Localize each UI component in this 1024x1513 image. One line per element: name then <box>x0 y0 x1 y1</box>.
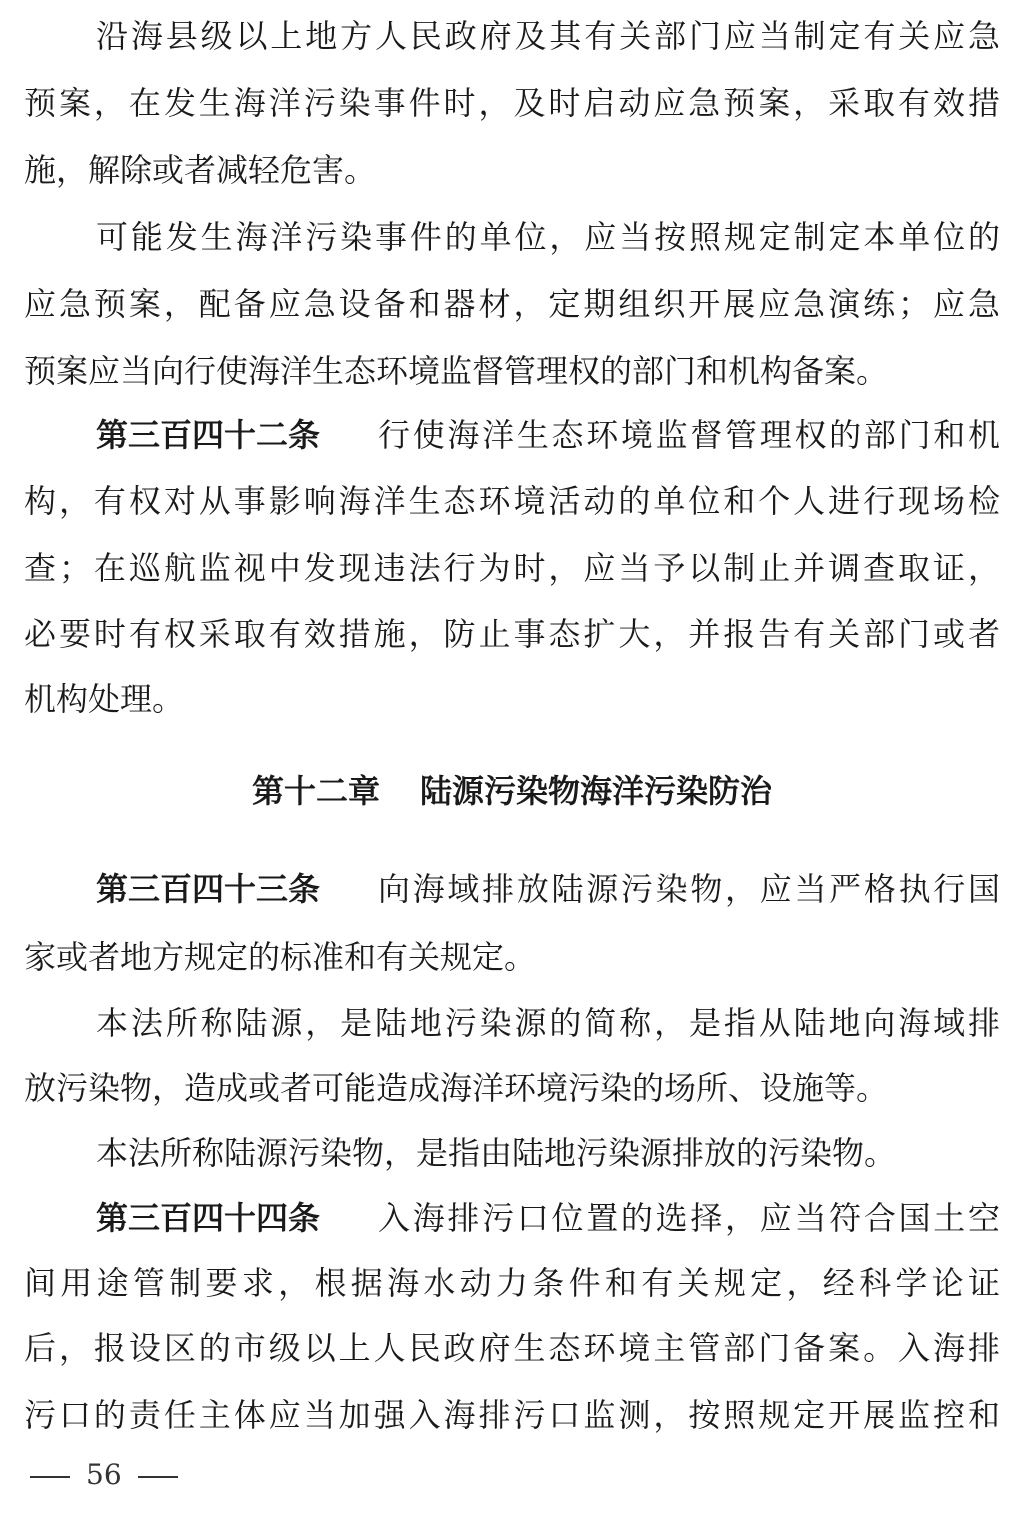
page-footer <box>30 1455 178 1495</box>
paragraph-line: 向海域排放陆源污染物，应当严格执行国 <box>378 870 1000 908</box>
paragraph-line: 可能发生海洋污染事件的单位，应当按照规定制定本单位的 <box>96 218 1000 256</box>
paragraph-line: 应急预案，配备应急设备和器材，定期组织开展应急演练；应急 <box>24 285 1000 323</box>
paragraph-line: 施，解除或者减轻危害。 <box>24 151 377 189</box>
chapter-title: 陆源污染物海洋污染防治 <box>420 772 773 810</box>
article-number: 第三百四十二条 <box>96 416 321 454</box>
paragraph-line: 查；在巡航监视中发现违法行为时，应当予以制止并调查取证， <box>24 549 1000 587</box>
footer-dash-left <box>30 1476 70 1478</box>
paragraph-line: 预案，在发生海洋污染事件时，及时启动应急预案，采取有效措 <box>24 84 1000 122</box>
chapter-heading <box>0 766 1024 816</box>
paragraph-line: 行使海洋生态环境监督管理权的部门和机 <box>378 416 1000 454</box>
paragraph-line: 后，报设区的市级以上人民政府生态环境主管部门备案。入海排 <box>24 1329 1000 1367</box>
article-342-first-line <box>96 410 1000 460</box>
paragraph-line: 沿海县级以上地方人民政府及其有关部门应当制定有关应急 <box>96 17 1000 55</box>
page-number: 56 <box>86 1458 122 1491</box>
paragraph-line: 本法所称陆源，是陆地污染源的简称，是指从陆地向海域排 <box>96 1004 1000 1042</box>
paragraph-line: 家或者地方规定的标准和有关规定。 <box>24 938 537 976</box>
paragraph-line: 间用途管制要求，根据海水动力条件和有关规定，经科学论证 <box>24 1264 1000 1302</box>
paragraph-line: 必要时有权采取有效措施，防止事态扩大，并报告有关部门或者 <box>24 615 1000 653</box>
footer-dash-right <box>138 1476 178 1478</box>
paragraph-line: 预案应当向行使海洋生态环境监督管理权的部门和机构备案。 <box>24 352 889 390</box>
paragraph-line: 机构处理。 <box>24 680 185 718</box>
article-number: 第三百四十三条 <box>96 870 321 908</box>
paragraph-line: 放污染物，造成或者可能造成海洋环境污染的场所、设施等。 <box>24 1069 889 1107</box>
paragraph-line: 污口的责任主体应当加强入海排污口监测，按照规定开展监控和 <box>24 1396 1000 1434</box>
article-number: 第三百四十四条 <box>96 1199 321 1237</box>
article-343-first-line <box>96 864 1000 914</box>
paragraph-line: 本法所称陆源污染物，是指由陆地污染源排放的污染物。 <box>96 1134 897 1172</box>
chapter-number: 第十二章 <box>251 772 380 810</box>
paragraph-line: 入海排污口位置的选择，应当符合国土空 <box>378 1199 1000 1237</box>
paragraph-line: 构，有权对从事影响海洋生态环境活动的单位和个人进行现场检 <box>24 482 1000 520</box>
article-344-first-line <box>96 1193 1000 1243</box>
